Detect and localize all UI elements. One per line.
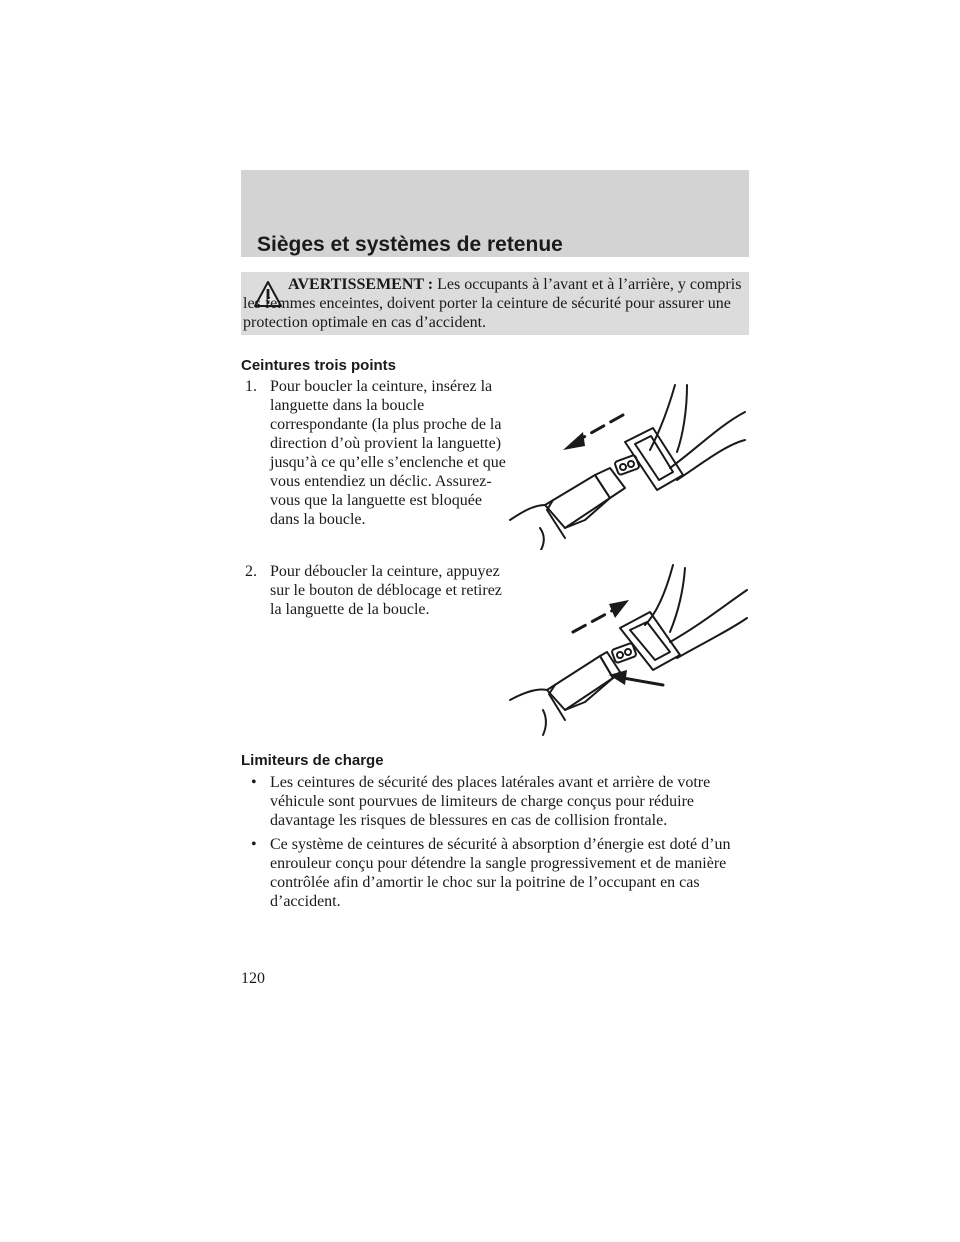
step-2-text: Pour déboucler la ceinture, appuyez sur le bouton de déblocage et retirez la languette de la boucle. — [270, 563, 502, 618]
step-2-number: 2. — [245, 563, 257, 580]
list-item — [245, 835, 745, 911]
buckle-release-illustration — [505, 560, 755, 740]
page-number: 120 — [241, 970, 265, 987]
bullet-text: Les ceintures de sécurité des places latérales avant et arrière de votre véhicule sont pourvues de limiteurs de charge conçus pour réduire davantage les risques de blessures en cas de collision frontale. — [270, 774, 711, 829]
buckle-insert-illustration — [505, 380, 755, 550]
step-2 — [245, 562, 510, 619]
section-title: Sièges et systèmes de retenue — [257, 233, 563, 256]
section-header — [241, 170, 749, 257]
step-1-number: 1. — [245, 378, 257, 395]
bullet-text: Ce système de ceintures de sécurité à absorption d’énergie est doté d’un enrouleur conçu pour détendre la sangle progressivement et de manière contrôlée afin d’amortir le choc sur la poitrine de l’occupant en cas d’accident. — [270, 836, 731, 910]
bullet-marker: • — [251, 774, 257, 791]
warning-text — [243, 275, 743, 332]
warning-box — [241, 272, 749, 335]
heading-load-limiters: Limiteurs de charge — [241, 752, 384, 769]
step-1 — [245, 377, 510, 529]
list-item — [245, 773, 745, 830]
warning-body: Les occupants à l’avant et à l’arrière, y compris les femmes enceintes, doivent porter la ceinture de sécurité pour assurer une protection optimale en cas d’accident. — [243, 276, 742, 331]
bullet-marker: • — [251, 836, 257, 853]
heading-three-point-belts: Ceintures trois points — [241, 357, 397, 374]
step-1-text: Pour boucler la ceinture, insérez la languette dans la boucle correspondante (la plus proche de la direction d’où provient la languette) jusqu’à ce qu’elle s’enclenche et que vous entendiez un déclic. Assurez-vous que la languette est bloquée dans la boucle. — [270, 378, 506, 528]
warning-label: AVERTISSEMENT : — [288, 276, 434, 293]
